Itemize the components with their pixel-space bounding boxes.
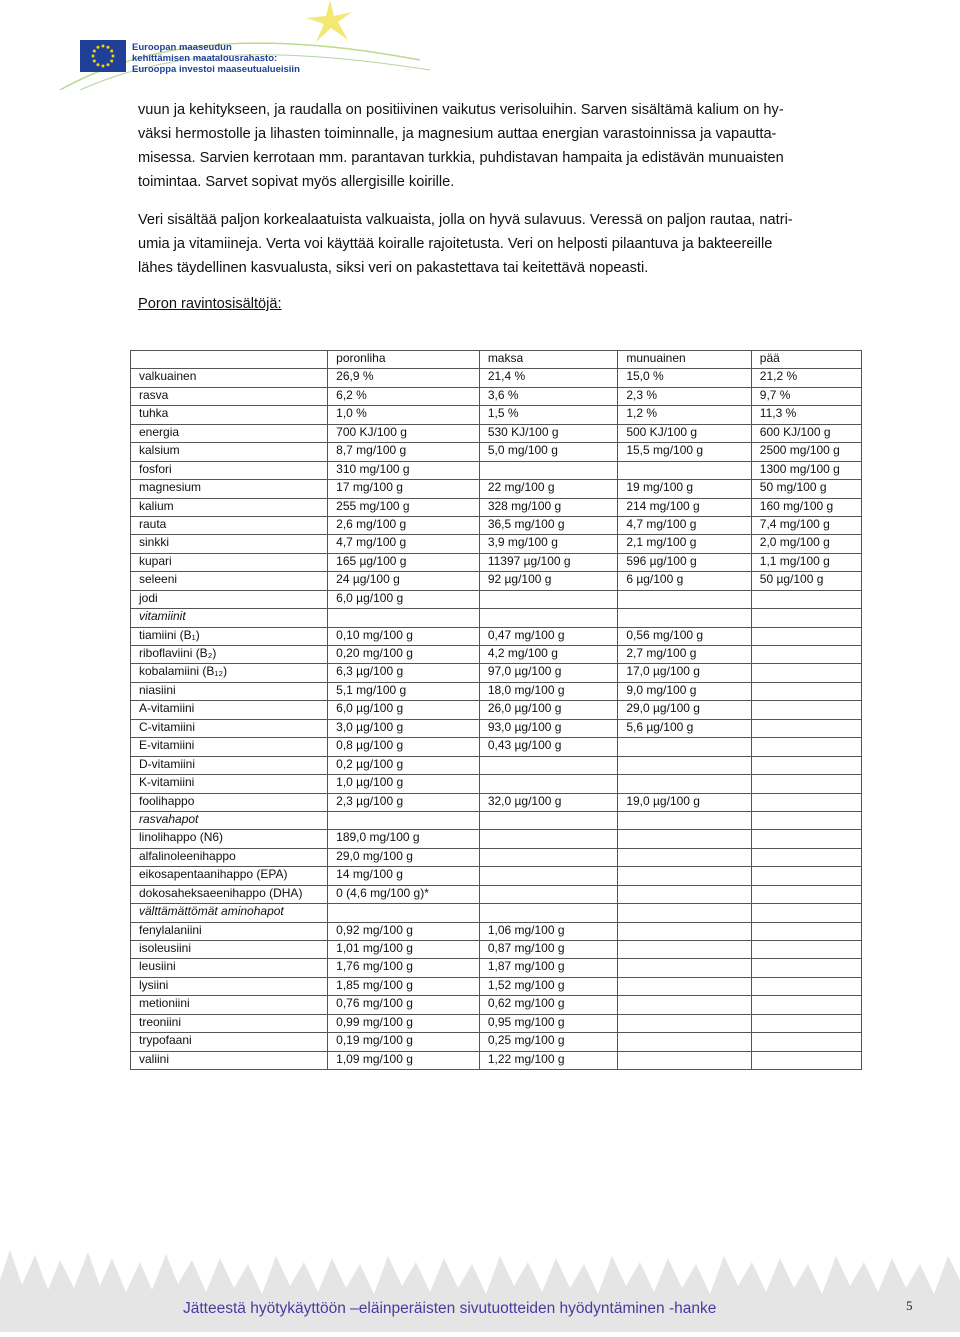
table-cell: 2500 mg/100 g — [751, 443, 861, 461]
table-row — [131, 646, 862, 664]
table-cell: 0,87 mg/100 g — [479, 941, 618, 959]
table-cell: 0,20 mg/100 g — [328, 646, 480, 664]
table-cell: 2,3 % — [618, 387, 751, 405]
table-cell: 21,2 % — [751, 369, 861, 387]
row-label-cell: lysiini — [131, 977, 328, 995]
table-cell: 500 KJ/100 g — [618, 424, 751, 442]
table-cell: 0,8 µg/100 g — [328, 738, 480, 756]
table-cell — [751, 867, 861, 885]
row-label-cell: E-vitamiini — [131, 738, 328, 756]
table-row — [131, 719, 862, 737]
table-cell — [479, 848, 618, 866]
table-cell — [751, 922, 861, 940]
table-cell: 6,3 µg/100 g — [328, 664, 480, 682]
row-label-cell: tuhka — [131, 406, 328, 424]
table-cell — [618, 867, 751, 885]
row-label-cell: rasva — [131, 387, 328, 405]
row-label-cell: energia — [131, 424, 328, 442]
table-row — [131, 922, 862, 940]
table-cell: 1,76 mg/100 g — [328, 959, 480, 977]
table-cell: 8,7 mg/100 g — [328, 443, 480, 461]
table-cell: 2,7 mg/100 g — [618, 646, 751, 664]
table-cell — [479, 811, 618, 829]
table-cell: 93,0 µg/100 g — [479, 719, 618, 737]
fund-line-2: kehittämisen maatalousrahasto: — [132, 53, 278, 64]
table-cell: 11,3 % — [751, 406, 861, 424]
table-header-row — [131, 351, 862, 369]
table-cell: 19 mg/100 g — [618, 480, 751, 498]
table-row — [131, 977, 862, 995]
table-cell: 3,6 % — [479, 387, 618, 405]
table-cell: 600 KJ/100 g — [751, 424, 861, 442]
table-cell: 22 mg/100 g — [479, 480, 618, 498]
row-label-cell: A-vitamiini — [131, 701, 328, 719]
table-cell — [751, 1014, 861, 1032]
table-cell — [751, 848, 861, 866]
table-row — [131, 480, 862, 498]
table-cell: 2,3 µg/100 g — [328, 793, 480, 811]
table-cell: 50 mg/100 g — [751, 480, 861, 498]
row-label-cell: metioniini — [131, 996, 328, 1014]
fund-line-3: Eurooppa investoi maaseutualueisiin — [132, 64, 300, 75]
paragraph-horns — [138, 98, 863, 194]
fund-line-1: Euroopan maaseudun — [132, 42, 232, 53]
row-label-cell: isoleusiini — [131, 941, 328, 959]
table-cell: 19,0 µg/100 g — [618, 793, 751, 811]
row-label-cell: kalsium — [131, 443, 328, 461]
document-body — [138, 98, 863, 314]
table-header-cell — [131, 351, 328, 369]
table-cell: 189,0 mg/100 g — [328, 830, 480, 848]
table-cell — [751, 719, 861, 737]
table-cell: 11397 µg/100 g — [479, 553, 618, 571]
table-cell: 0,76 mg/100 g — [328, 996, 480, 1014]
row-label-cell: seleeni — [131, 572, 328, 590]
table-cell: 1,1 mg/100 g — [751, 553, 861, 571]
table-cell — [618, 996, 751, 1014]
table-section-row — [131, 811, 862, 829]
table-cell — [618, 830, 751, 848]
table-row — [131, 627, 862, 645]
table-cell — [751, 904, 861, 922]
table-cell: 21,4 % — [479, 369, 618, 387]
table-cell: 0 (4,6 mg/100 g)* — [328, 885, 480, 903]
table-row — [131, 443, 862, 461]
table-header-cell: munuainen — [618, 351, 751, 369]
table-cell — [618, 1014, 751, 1032]
table-cell: 0,19 mg/100 g — [328, 1033, 480, 1051]
table-cell: 92 µg/100 g — [479, 572, 618, 590]
table-cell — [328, 811, 480, 829]
table-cell: 2,1 mg/100 g — [618, 535, 751, 553]
table-cell: 29,0 mg/100 g — [328, 848, 480, 866]
row-label-cell: kobalamiini (B₁₂) — [131, 664, 328, 682]
table-cell: 1,87 mg/100 g — [479, 959, 618, 977]
row-label-cell: leusiini — [131, 959, 328, 977]
table-cell: 18,0 mg/100 g — [479, 682, 618, 700]
fund-text — [132, 42, 300, 75]
table-cell: 4,7 mg/100 g — [618, 516, 751, 534]
row-label-cell: valkuainen — [131, 369, 328, 387]
table-cell: 29,0 µg/100 g — [618, 701, 751, 719]
row-label-cell: jodi — [131, 590, 328, 608]
table-row — [131, 959, 862, 977]
paragraph-blood — [138, 208, 863, 280]
table-cell: 5,6 µg/100 g — [618, 719, 751, 737]
table-cell: 1,2 % — [618, 406, 751, 424]
table-cell: 214 mg/100 g — [618, 498, 751, 516]
table-row — [131, 701, 862, 719]
table-cell — [751, 756, 861, 774]
text-line: Veri sisältää paljon korkealaatuista valkuaista, jolla on hyvä sulavuus. Veressä on paljon rautaa, natri- — [138, 212, 793, 228]
table-cell — [751, 609, 861, 627]
forest-silhouette-icon — [0, 1240, 960, 1332]
table-row — [131, 664, 862, 682]
row-label-cell: K-vitamiini — [131, 775, 328, 793]
table-cell — [618, 609, 751, 627]
table-cell: 6,0 µg/100 g — [328, 590, 480, 608]
table-header-cell: poronliha — [328, 351, 480, 369]
table-cell — [618, 756, 751, 774]
row-label-cell: magnesium — [131, 480, 328, 498]
footer-decoration — [0, 1240, 960, 1332]
table-cell: 2,6 mg/100 g — [328, 516, 480, 534]
row-label-cell: treoniini — [131, 1014, 328, 1032]
table-cell — [618, 904, 751, 922]
table-row — [131, 793, 862, 811]
table-row — [131, 738, 862, 756]
table-row — [131, 424, 862, 442]
row-label-cell: kalium — [131, 498, 328, 516]
table-row — [131, 756, 862, 774]
table-cell: 1300 mg/100 g — [751, 461, 861, 479]
table-cell: 26,0 µg/100 g — [479, 701, 618, 719]
table-cell: 530 KJ/100 g — [479, 424, 618, 442]
table-section-row — [131, 609, 862, 627]
table-cell: 17,0 µg/100 g — [618, 664, 751, 682]
table-cell — [618, 811, 751, 829]
row-label-cell: niasiini — [131, 682, 328, 700]
table-cell: 1,01 mg/100 g — [328, 941, 480, 959]
row-label-cell: fenylalaniini — [131, 922, 328, 940]
table-cell: 1,06 mg/100 g — [479, 922, 618, 940]
table-cell — [328, 904, 480, 922]
table-cell — [751, 811, 861, 829]
table-cell — [479, 867, 618, 885]
table-cell — [751, 959, 861, 977]
table-section-row — [131, 904, 862, 922]
table-cell: 0,2 µg/100 g — [328, 756, 480, 774]
table-cell — [751, 1051, 861, 1069]
text-line: toimintaa. Sarvet sopivat myös allergisille koirille. — [138, 174, 455, 190]
row-label-cell: rauta — [131, 516, 328, 534]
text-line: väksi hermostolle ja lihasten toiminnalle, ja magnesium auttaa energian varastoinnissa ja vapautta- — [138, 126, 777, 142]
table-cell — [479, 461, 618, 479]
table-cell: 26,9 % — [328, 369, 480, 387]
table-cell — [618, 977, 751, 995]
table-cell — [751, 627, 861, 645]
table-row — [131, 848, 862, 866]
table-cell: 700 KJ/100 g — [328, 424, 480, 442]
table-cell: 1,09 mg/100 g — [328, 1051, 480, 1069]
table-cell — [618, 775, 751, 793]
table-row — [131, 1014, 862, 1032]
row-label-cell: välttämättömät aminohapot — [131, 904, 328, 922]
table-cell — [618, 848, 751, 866]
table-row — [131, 516, 862, 534]
table-cell — [328, 609, 480, 627]
table-cell: 97,0 µg/100 g — [479, 664, 618, 682]
row-label-cell: C-vitamiini — [131, 719, 328, 737]
text-line: misessa. Sarvien kerrotaan mm. parantavan turkkia, puhdistavan hampaita ja edistävän munuaisten — [138, 150, 784, 166]
table-cell — [618, 1051, 751, 1069]
table-cell: 1,85 mg/100 g — [328, 977, 480, 995]
table-cell: 1,0 % — [328, 406, 480, 424]
table-cell: 0,47 mg/100 g — [479, 627, 618, 645]
table-cell — [751, 590, 861, 608]
row-label-cell: riboflaviini (B₂) — [131, 646, 328, 664]
table-cell: 0,62 mg/100 g — [479, 996, 618, 1014]
table-cell — [751, 793, 861, 811]
table-row — [131, 1051, 862, 1069]
footer-project-title: Jätteestä hyötykäyttöön –eläinperäisten sivutuotteiden hyödyntäminen -hanke — [183, 1300, 717, 1317]
table-cell — [618, 959, 751, 977]
table-row — [131, 553, 862, 571]
table-cell — [479, 830, 618, 848]
row-label-cell: dokosaheksaeenihappo (DHA) — [131, 885, 328, 903]
table-cell — [751, 775, 861, 793]
table-row — [131, 535, 862, 553]
table-cell: 0,95 mg/100 g — [479, 1014, 618, 1032]
table-cell: 4,7 mg/100 g — [328, 535, 480, 553]
row-label-cell: vitamiinit — [131, 609, 328, 627]
table-cell: 9,0 mg/100 g — [618, 682, 751, 700]
table-cell — [751, 682, 861, 700]
table-row — [131, 369, 862, 387]
row-label-cell: D-vitamiini — [131, 756, 328, 774]
table-cell: 32,0 µg/100 g — [479, 793, 618, 811]
table-cell — [618, 1033, 751, 1051]
table-cell: 15,0 % — [618, 369, 751, 387]
table-cell — [618, 590, 751, 608]
table-cell — [618, 738, 751, 756]
table-cell — [479, 904, 618, 922]
table-row — [131, 996, 862, 1014]
table-cell — [751, 941, 861, 959]
text-line: lähes täydellinen kasvualusta, siksi veri on pakastettava tai keitettävä nopeasti. — [138, 260, 649, 276]
nutrition-table-body — [131, 351, 862, 1070]
table-cell — [479, 590, 618, 608]
table-row — [131, 775, 862, 793]
table-cell: 4,2 mg/100 g — [479, 646, 618, 664]
table-cell: 596 µg/100 g — [618, 553, 751, 571]
table-cell: 0,43 µg/100 g — [479, 738, 618, 756]
table-cell: 0,25 mg/100 g — [479, 1033, 618, 1051]
table-cell — [479, 609, 618, 627]
table-cell: 1,22 mg/100 g — [479, 1051, 618, 1069]
table-cell: 3,9 mg/100 g — [479, 535, 618, 553]
text-line: umia ja vitamiineja. Verta voi käyttää koiralle rajoitetusta. Veri on helposti pilaantuva ja bakteereille — [138, 236, 773, 252]
table-row — [131, 461, 862, 479]
table-header-cell: pää — [751, 351, 861, 369]
table-row — [131, 406, 862, 424]
table-cell: 9,7 % — [751, 387, 861, 405]
row-label-cell: sinkki — [131, 535, 328, 553]
table-cell: 36,5 mg/100 g — [479, 516, 618, 534]
table-cell: 310 mg/100 g — [328, 461, 480, 479]
table-cell — [751, 664, 861, 682]
table-cell: 5,0 mg/100 g — [479, 443, 618, 461]
nutrition-table — [130, 350, 862, 1070]
table-cell: 160 mg/100 g — [751, 498, 861, 516]
table-cell: 7,4 mg/100 g — [751, 516, 861, 534]
table-cell — [479, 775, 618, 793]
table-cell: 5,1 mg/100 g — [328, 682, 480, 700]
table-cell: 6,2 % — [328, 387, 480, 405]
table-row — [131, 498, 862, 516]
table-cell: 1,0 µg/100 g — [328, 775, 480, 793]
section-title: Poron ravintosisältöjä: — [138, 296, 282, 312]
table-cell: 165 µg/100 g — [328, 553, 480, 571]
table-row — [131, 682, 862, 700]
table-row — [131, 867, 862, 885]
row-label-cell: eikosapentaanihappo (EPA) — [131, 867, 328, 885]
table-cell — [751, 830, 861, 848]
table-cell: 50 µg/100 g — [751, 572, 861, 590]
table-cell: 15,5 mg/100 g — [618, 443, 751, 461]
table-cell — [751, 977, 861, 995]
table-cell: 255 mg/100 g — [328, 498, 480, 516]
table-cell: 1,52 mg/100 g — [479, 977, 618, 995]
table-cell: 0,10 mg/100 g — [328, 627, 480, 645]
eu-fund-logo — [80, 0, 460, 80]
table-cell: 1,5 % — [479, 406, 618, 424]
table-cell: 24 µg/100 g — [328, 572, 480, 590]
page-number: 5 — [906, 1298, 913, 1313]
row-label-cell: foolihappo — [131, 793, 328, 811]
table-cell — [751, 885, 861, 903]
table-cell: 6 µg/100 g — [618, 572, 751, 590]
row-label-cell: tiamiini (B₁) — [131, 627, 328, 645]
row-label-cell: rasvahapot — [131, 811, 328, 829]
table-cell — [751, 646, 861, 664]
row-label-cell: linolihappo (N6) — [131, 830, 328, 848]
table-header-cell: maksa — [479, 351, 618, 369]
table-cell — [479, 756, 618, 774]
table-cell: 3,0 µg/100 g — [328, 719, 480, 737]
table-cell — [751, 996, 861, 1014]
table-cell — [618, 941, 751, 959]
table-cell — [479, 885, 618, 903]
table-cell — [751, 738, 861, 756]
table-cell — [618, 885, 751, 903]
table-row — [131, 830, 862, 848]
row-label-cell: kupari — [131, 553, 328, 571]
table-cell: 0,99 mg/100 g — [328, 1014, 480, 1032]
row-label-cell: valiini — [131, 1051, 328, 1069]
table-cell — [751, 1033, 861, 1051]
table-row — [131, 885, 862, 903]
table-cell: 17 mg/100 g — [328, 480, 480, 498]
table-cell — [618, 922, 751, 940]
table-row — [131, 590, 862, 608]
table-cell — [618, 461, 751, 479]
table-cell: 6,0 µg/100 g — [328, 701, 480, 719]
row-label-cell: trypofaani — [131, 1033, 328, 1051]
table-cell: 0,92 mg/100 g — [328, 922, 480, 940]
text-line: vuun ja kehitykseen, ja raudalla on positiivinen vaikutus verisoluihin. Sarven sisältämä kalium on hy- — [138, 102, 784, 118]
table-cell: 14 mg/100 g — [328, 867, 480, 885]
eu-flag-icon — [80, 40, 126, 72]
table-cell — [751, 701, 861, 719]
table-row — [131, 572, 862, 590]
table-cell: 328 mg/100 g — [479, 498, 618, 516]
table-row — [131, 1033, 862, 1051]
table-row — [131, 387, 862, 405]
row-label-cell: alfalinoleenihappo — [131, 848, 328, 866]
table-cell: 0,56 mg/100 g — [618, 627, 751, 645]
table-cell: 2,0 mg/100 g — [751, 535, 861, 553]
table-row — [131, 941, 862, 959]
row-label-cell: fosfori — [131, 461, 328, 479]
